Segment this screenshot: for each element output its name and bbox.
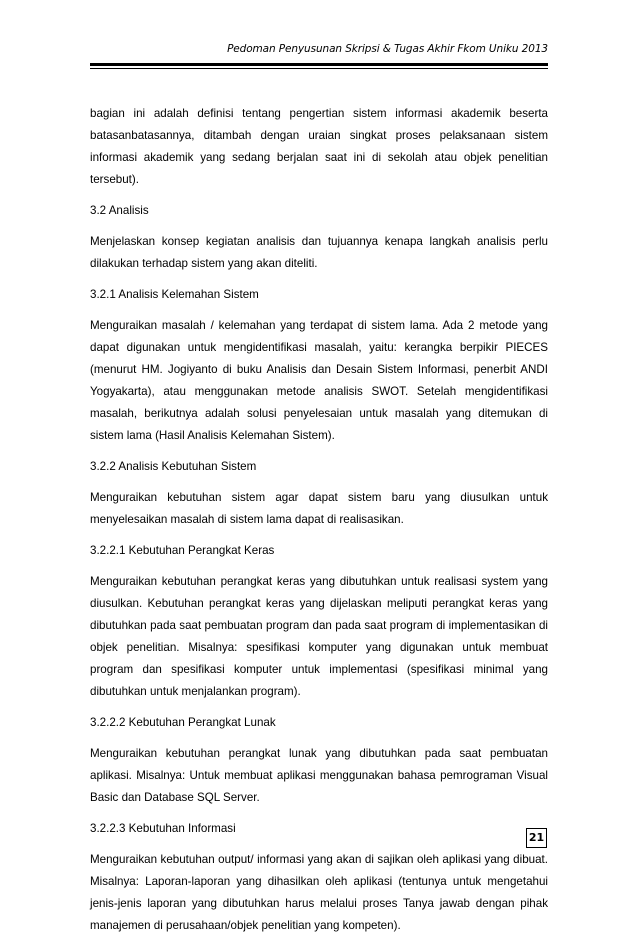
- paragraph-analisis: Menjelaskan konsep kegiatan analisis dan tujuannya kenapa langkah analisis perlu dilakukan terhadap sistem yang akan diteliti.: [90, 235, 548, 270]
- heading-3-2-1: 3.2.1 Analisis Kelemahan Sistem: [90, 288, 259, 301]
- paragraph-intro-continued: bagian ini adalah definisi tentang pengertian sistem informasi akademik beserta batasanbatasannya, ditambah dengan uraian singkat proses pelaksanaan sistem informasi akademik yang sedang berjalan saat ini di sekolah atau objek penelitian tersebut).: [90, 107, 548, 186]
- heading-3-2-2-3: 3.2.2.3 Kebutuhan Informasi: [90, 822, 236, 835]
- paragraph-kelemahan-sistem: Menguraikan masalah / kelemahan yang terdapat di sistem lama. Ada 2 metode yang dapat digunakan untuk mengidentifikasi masalah, yaitu: kerangka berpikir PIECES (menurut HM. Jogiyanto di buku Analisis dan Desain Sistem Informasi, penerbit ANDI Yogyakarta), atau menggunakan metode analisis SWOT. Setelah mengidentifikasi masalah, berikutnya adalah solusi penyelesaian untuk masalah yang ditemukan di sistem lama (Hasil Analisis Kelemahan Sistem).: [90, 319, 548, 442]
- paragraph-kebutuhan-sistem: Menguraikan kebutuhan sistem agar dapat sistem baru yang diusulkan untuk menyelesaikan masalah di sistem lama dapat di realisasikan.: [90, 491, 548, 526]
- header-rule-thin: [90, 68, 548, 69]
- paragraph-perangkat-lunak: Menguraikan kebutuhan perangkat lunak yang dibutuhkan pada saat pembuatan aplikasi. Misalnya: Untuk membuat aplikasi menggunakan bahasa pemrograman Visual Basic dan Database SQL Server.: [90, 747, 548, 804]
- heading-3-2-2-1: 3.2.2.1 Kebutuhan Perangkat Keras: [90, 544, 275, 557]
- page-number-box: 21: [526, 828, 547, 848]
- paragraph-kebutuhan-informasi: Menguraikan kebutuhan output/ informasi yang akan di sajikan oleh aplikasi yang dibuat. Misalnya: Laporan-laporan yang dihasilkan oleh aplikasi (tentunya untuk mengetahui jenis-jenis laporan yang dibutuhkan harus melalui proses Tanya jawab dengan pihak manajemen di perusahaan/objek penelitian yang kompeten).: [90, 853, 548, 932]
- header-rule-thick: [90, 63, 548, 66]
- body-content: [90, 103, 548, 946]
- heading-3-2-2-2: 3.2.2.2 Kebutuhan Perangkat Lunak: [90, 716, 276, 729]
- heading-3-2: 3.2 Analisis: [90, 204, 149, 217]
- running-header: Pedoman Penyusunan Skripsi & Tugas Akhir Fkom Uniku 2013: [227, 43, 548, 55]
- paragraph-perangkat-keras: Menguraikan kebutuhan perangkat keras yang dibutuhkan untuk realisasi system yang diusulkan. Kebutuhan perangkat keras yang dijelaskan meliputi perangkat keras yang dibutuhkan pada saat pembuatan program dan pada saat program di implementasikan di objek penelitian. Misalnya: spesifikasi komputer yang digunakan untuk membuat program dan spesifikasi komputer untuk implementasi (spesifikasi minimal yang dibutuhkan untuk menjalankan program).: [90, 575, 548, 698]
- heading-3-2-2: 3.2.2 Analisis Kebutuhan Sistem: [90, 460, 257, 473]
